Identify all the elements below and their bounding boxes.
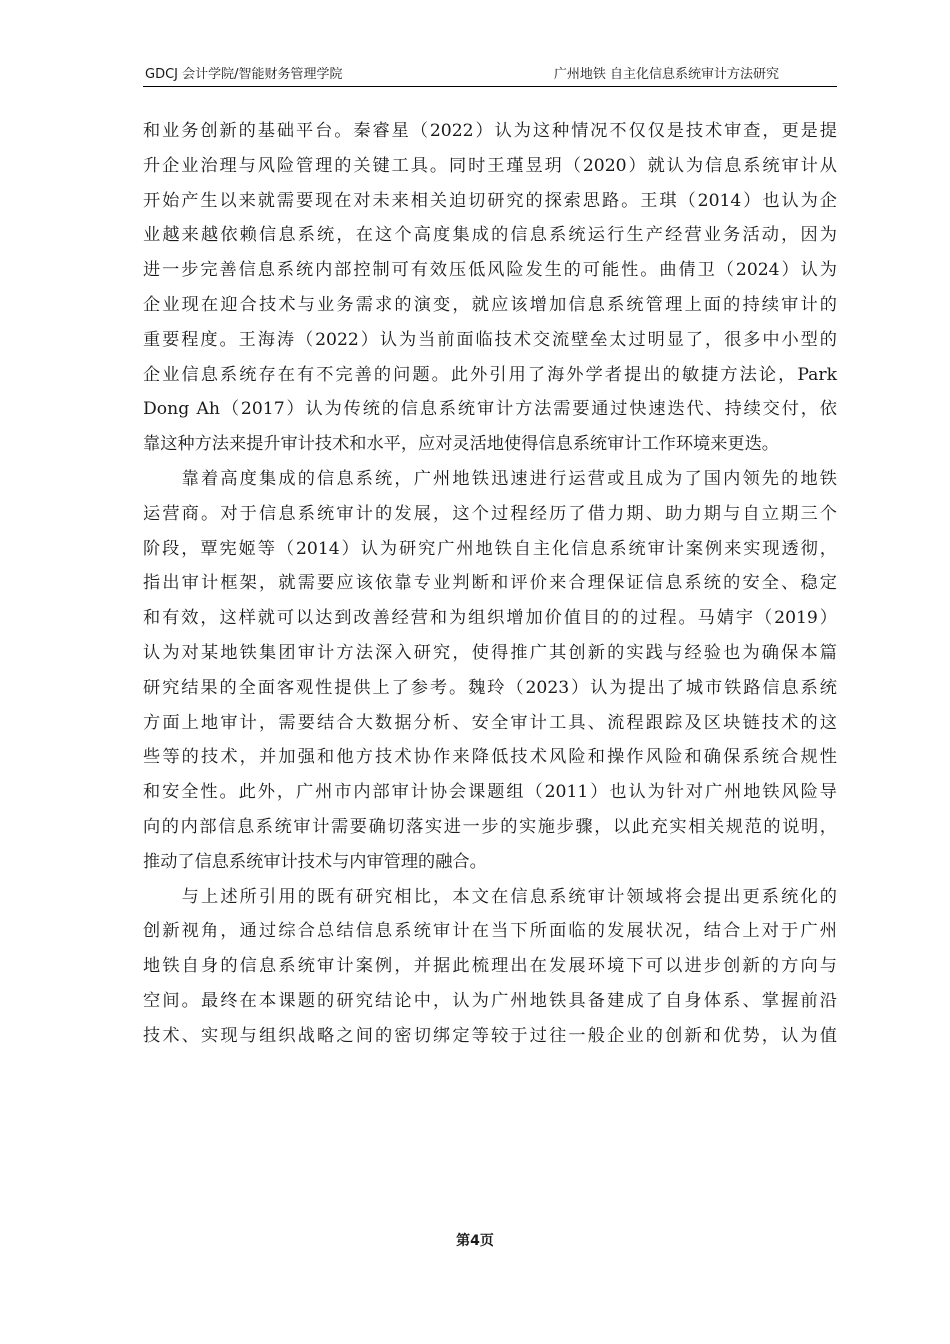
text-line: 阶段，覃宪姬等（2014）认为研究广州地铁自主化信息系统审计案例来实现透彻， bbox=[143, 538, 837, 559]
text-line: 研究结果的全面客观性提供上了参考。魏玲（2023）认为提出了城市铁路信息系统 bbox=[143, 677, 837, 698]
text-line: 向的内部信息系统审计需要确切落实进一步的实施步骤，以此充实相关规范的说明， bbox=[143, 816, 837, 837]
text-line: 认为对某地铁集团审计方法深入研究，使得推广其创新的实践与经验也为确保本篇 bbox=[143, 642, 837, 663]
text-line: 空间。最终在本课题的研究结论中，认为广州地铁具备建成了自身体系、掌握前沿 bbox=[143, 990, 837, 1011]
text-line: 靠着高度集成的信息系统，广州地铁迅速进行运营或且成为了国内领先的地铁 bbox=[143, 468, 837, 489]
text-line: 地铁自身的信息系统审计案例，并据此梳理出在发展环境下可以进步创新的方向与 bbox=[143, 956, 837, 977]
header-paper-title: 广州地铁 自主化信息系统审计方法研究 bbox=[553, 67, 779, 82]
page-header bbox=[143, 66, 837, 87]
text-line: 和业务创新的基础平台。秦睿星（2022）认为这种情况不仅仅是技术审查，更是提 bbox=[143, 121, 837, 141]
text-line: 推动了信息系统审计技术与内审管理的融合。 bbox=[143, 851, 487, 872]
text-line: 与上述所引用的既有研究相比，本文在信息系统审计领域将会提出更系统化的 bbox=[143, 886, 837, 907]
text-line: 些等的技术，并加强和他方技术协作来降低技术风险和操作风险和确保系统合规性 bbox=[143, 747, 837, 768]
paragraph-1 bbox=[143, 114, 837, 462]
text-line: 运营商。对于信息系统审计的发展，这个过程经历了借力期、助力期与自立期三个 bbox=[143, 503, 837, 524]
body-text bbox=[143, 114, 837, 1054]
text-line: 开始产生以来就需要现在对未来相关迫切研究的探索思路。王琪（2014）也认为企 bbox=[143, 190, 837, 211]
page-number: 第4页 bbox=[456, 1233, 494, 1249]
text-line: 创新视角，通过综合总结信息系统审计在当下所面临的发展状况，结合上对于广州 bbox=[143, 921, 837, 942]
text-line: 指出审计框架，就需要应该依靠专业判断和评价来合理保证信息系统的安全、稳定 bbox=[143, 573, 837, 594]
header-school-name: GDCJ 会计学院/智能财务管理学院 bbox=[145, 67, 343, 82]
text-line: 业越来越依赖信息系统，在这个高度集成的信息系统运行生产经营业务活动，因为 bbox=[143, 225, 837, 246]
text-line: 方面上地审计，需要结合大数据分析、安全审计工具、流程跟踪及区块链技术的这 bbox=[143, 712, 837, 733]
text-line: 靠这种方法来提升审计技术和水平，应对灵活地使得信息系统审计工作环境来更迭。 bbox=[143, 434, 779, 455]
text-line: Dong Ah（2017）认为传统的信息系统审计方法需要通过快速迭代、持续交付，依 bbox=[143, 399, 837, 420]
paragraph-2 bbox=[143, 462, 837, 880]
text-line: 企业现在迎合技术与业务需求的演变，就应该增加信息系统管理上面的持续审计的 bbox=[143, 294, 837, 315]
text-line: 升企业治理与风险管理的关键工具。同时王瑾昱玥（2020）就认为信息系统审计从 bbox=[143, 155, 837, 176]
text-line: 重要程度。王海涛（2022）认为当前面临技术交流壁垒太过明显了，很多中小型的 bbox=[143, 329, 837, 350]
text-line: 技术、实现与组织战略之间的密切绑定等较于过往一般企业的创新和优势，认为值 bbox=[143, 1025, 837, 1046]
paragraph-3 bbox=[143, 880, 837, 1054]
text-line: 企业信息系统存在有不完善的问题。此外引用了海外学者提出的敏捷方法论，Park bbox=[143, 364, 837, 385]
text-line: 进一步完善信息系统内部控制可有效压低风险发生的可能性。曲倩卫（2024）认为 bbox=[143, 260, 837, 281]
text-line: 和安全性。此外，广州市内部审计协会课题组（2011）也认为针对广州地铁风险导 bbox=[143, 782, 837, 803]
text-line: 和有效，这样就可以达到改善经营和为组织增加价值目的的过程。马婧宇（2019） bbox=[143, 608, 837, 629]
